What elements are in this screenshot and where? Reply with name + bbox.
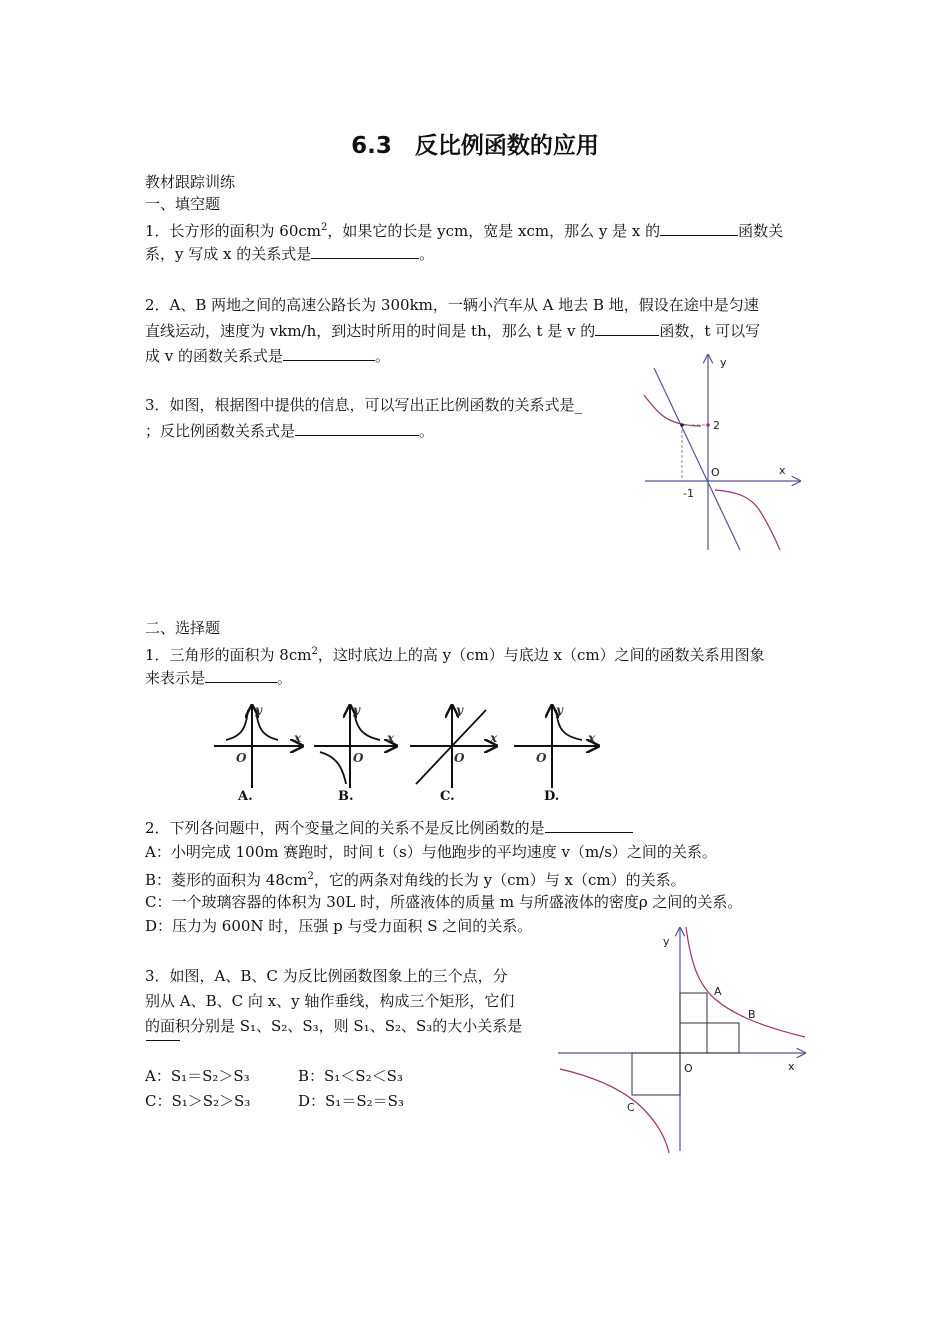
answer-blank[interactable] bbox=[595, 320, 659, 336]
rectangles bbox=[632, 993, 739, 1095]
axis-x-label: x bbox=[588, 731, 596, 745]
option-label-a: A. bbox=[238, 789, 253, 804]
origin-label: O bbox=[684, 1062, 693, 1075]
answer-blank[interactable] bbox=[283, 345, 375, 361]
origin-label: O bbox=[353, 751, 364, 765]
part2-heading: 二、选择题 bbox=[145, 619, 221, 637]
point-b-label: B bbox=[748, 1008, 756, 1021]
text: ；反比例函数关系式是 bbox=[145, 422, 296, 440]
choice-q3-option-d: D：S₁＝S₂＝S₃ bbox=[298, 1092, 404, 1110]
x-label: x bbox=[779, 464, 786, 477]
origin-label: O bbox=[236, 751, 247, 765]
answer-blank[interactable] bbox=[295, 420, 419, 436]
axis-y-label: y bbox=[556, 703, 563, 717]
option-graph-d bbox=[514, 703, 598, 804]
text: 1．长方形的面积为 60cm bbox=[145, 222, 322, 240]
text: 来表示是 bbox=[145, 669, 206, 687]
origin-label: O bbox=[454, 751, 465, 765]
choice-q2-option-b bbox=[145, 867, 686, 890]
text: 。 bbox=[277, 669, 293, 687]
text: 函数，t 可以写 bbox=[659, 322, 761, 340]
text: 成 v 的函数关系式是 bbox=[145, 347, 284, 365]
axis-x-label: x bbox=[294, 731, 302, 745]
text: ，这时底边上的高 y（cm）与底边 x（cm）之间的函数关系用图象 bbox=[317, 646, 765, 664]
fill-q3-line1: 3．如图，根据图中提供的信息，可以写出正比例函数的关系式是_ bbox=[145, 396, 583, 414]
y-label: y bbox=[720, 356, 727, 369]
superscript: 2 bbox=[321, 222, 328, 233]
choice-q3-option-b: B：S₁＜S₂＜S₃ bbox=[298, 1067, 403, 1085]
curve-lower bbox=[320, 752, 346, 784]
choice-q3-graph bbox=[555, 925, 810, 1155]
x-label: x bbox=[788, 1060, 795, 1073]
text: 直线运动，速度为 vkm/h，到达时所用的时间是 th，那么 t 是 v 的 bbox=[145, 322, 596, 340]
answer-blank[interactable] bbox=[146, 1025, 180, 1041]
choice-q2-option-c: C：一个玻璃容器的体积为 30L 时，所盛液体的质量 m 与所盛液体的密度ρ 之间的关系。 bbox=[145, 893, 743, 911]
text: ，如果它的长是 ycm，宽是 xcm，那么 y 是 x 的 bbox=[327, 222, 661, 240]
text: 函数关 bbox=[738, 222, 784, 240]
option-label-b: B. bbox=[338, 789, 354, 804]
text: ，它的两条对角线的长为 y（cm）与 x（cm）的关系。 bbox=[313, 871, 686, 889]
point-a-label: A bbox=[714, 985, 722, 998]
choice-q3-option-a: A：S₁＝S₂＞S₃ bbox=[145, 1067, 250, 1085]
text: 1．三角形的面积为 8cm bbox=[145, 646, 312, 664]
option-graph-a bbox=[214, 703, 302, 804]
choice-q3-blank-wrap bbox=[146, 1025, 180, 1046]
axis-y-label: y bbox=[255, 703, 262, 717]
hyperbola-first-quadrant bbox=[686, 927, 805, 1037]
two-label: 2 bbox=[713, 419, 720, 432]
page-title: 6.3 反比例函数的应用 bbox=[351, 133, 599, 159]
rectangle-b bbox=[680, 1023, 739, 1053]
fill-q3-line2 bbox=[145, 420, 434, 441]
curve-left bbox=[226, 710, 248, 740]
choice-q1-line1 bbox=[145, 642, 765, 665]
choice-q3-line2: 别从 A、B、C 向 x、y 轴作垂线，构成三个矩形，它们 bbox=[145, 992, 515, 1010]
rectangle-c bbox=[632, 1053, 680, 1095]
section-header: 教材跟踪训练 bbox=[145, 173, 236, 191]
hyperbola-upper-left bbox=[644, 395, 701, 426]
choice-q3-line1: 3．如图，A、B、C 为反比例函数图象上的三个点，分 bbox=[145, 967, 508, 985]
axis-x-label: x bbox=[490, 731, 498, 745]
option-graph-b bbox=[314, 703, 396, 804]
hyperbola-lower-right bbox=[715, 490, 780, 550]
point-on-graph bbox=[680, 423, 684, 427]
choice-q1-line2 bbox=[145, 667, 292, 688]
answer-blank[interactable] bbox=[311, 243, 419, 259]
option-label-c: C. bbox=[440, 789, 455, 804]
text: B：菱形的面积为 48cm bbox=[145, 871, 308, 889]
option-graphs bbox=[210, 700, 600, 805]
answer-blank[interactable] bbox=[545, 817, 633, 833]
option-label-d: D. bbox=[544, 789, 560, 804]
option-graph-c bbox=[410, 703, 498, 804]
choice-q3-option-c: C：S₁＞S₂＞S₃ bbox=[145, 1092, 251, 1110]
origin-label: O bbox=[536, 751, 547, 765]
origin-label: O bbox=[711, 466, 720, 479]
superscript: 2 bbox=[311, 646, 318, 657]
text: 。 bbox=[375, 347, 391, 365]
fill-q1-line2 bbox=[145, 243, 434, 264]
axis-x-label: x bbox=[387, 731, 395, 745]
answer-blank[interactable] bbox=[660, 220, 738, 236]
choice-q2-option-a: A：小明完成 100m 赛跑时，时间 t（s）与他跑步的平均速度 v（m/s）之间的关系。 bbox=[145, 843, 717, 861]
point-c-label: C bbox=[627, 1101, 635, 1114]
fill-q3-graph bbox=[640, 350, 810, 555]
part1-heading: 一、填空题 bbox=[145, 195, 221, 213]
minus-one-label: -1 bbox=[683, 487, 694, 500]
text: 。 bbox=[419, 422, 435, 440]
text: 2．下列各问题中，两个变量之间的关系不是反比例函数的是 bbox=[145, 819, 545, 837]
choice-q2-line1 bbox=[145, 817, 633, 838]
fill-q1-line1 bbox=[145, 218, 783, 241]
hyperbola-third-quadrant bbox=[560, 1069, 669, 1153]
choice-q2-option-d: D：压力为 600N 时，压强 p 与受力面积 S 之间的关系。 bbox=[145, 917, 533, 935]
fill-q2-line2 bbox=[145, 320, 760, 341]
axis-y-label: y bbox=[353, 703, 360, 717]
text: 。 bbox=[419, 245, 435, 263]
choice-q3-line3: 的面积分别是 S₁、S₂、S₃，则 S₁、S₂、S₃的大小关系是 bbox=[145, 1017, 523, 1035]
text: 系，y 写成 x 的关系式是 bbox=[145, 245, 312, 263]
y-label: y bbox=[663, 935, 670, 948]
superscript: 2 bbox=[307, 871, 314, 882]
fill-q2-line1: 2．A、B 两地之间的高速公路长为 300km，一辆小汽车从 A 地去 B 地，假设在途中是匀速 bbox=[145, 296, 759, 314]
axis-y-label: y bbox=[456, 703, 463, 717]
point-y-two bbox=[706, 423, 710, 427]
fill-q2-line3 bbox=[145, 345, 390, 366]
proportional-line bbox=[654, 368, 740, 550]
answer-blank[interactable] bbox=[205, 667, 277, 683]
